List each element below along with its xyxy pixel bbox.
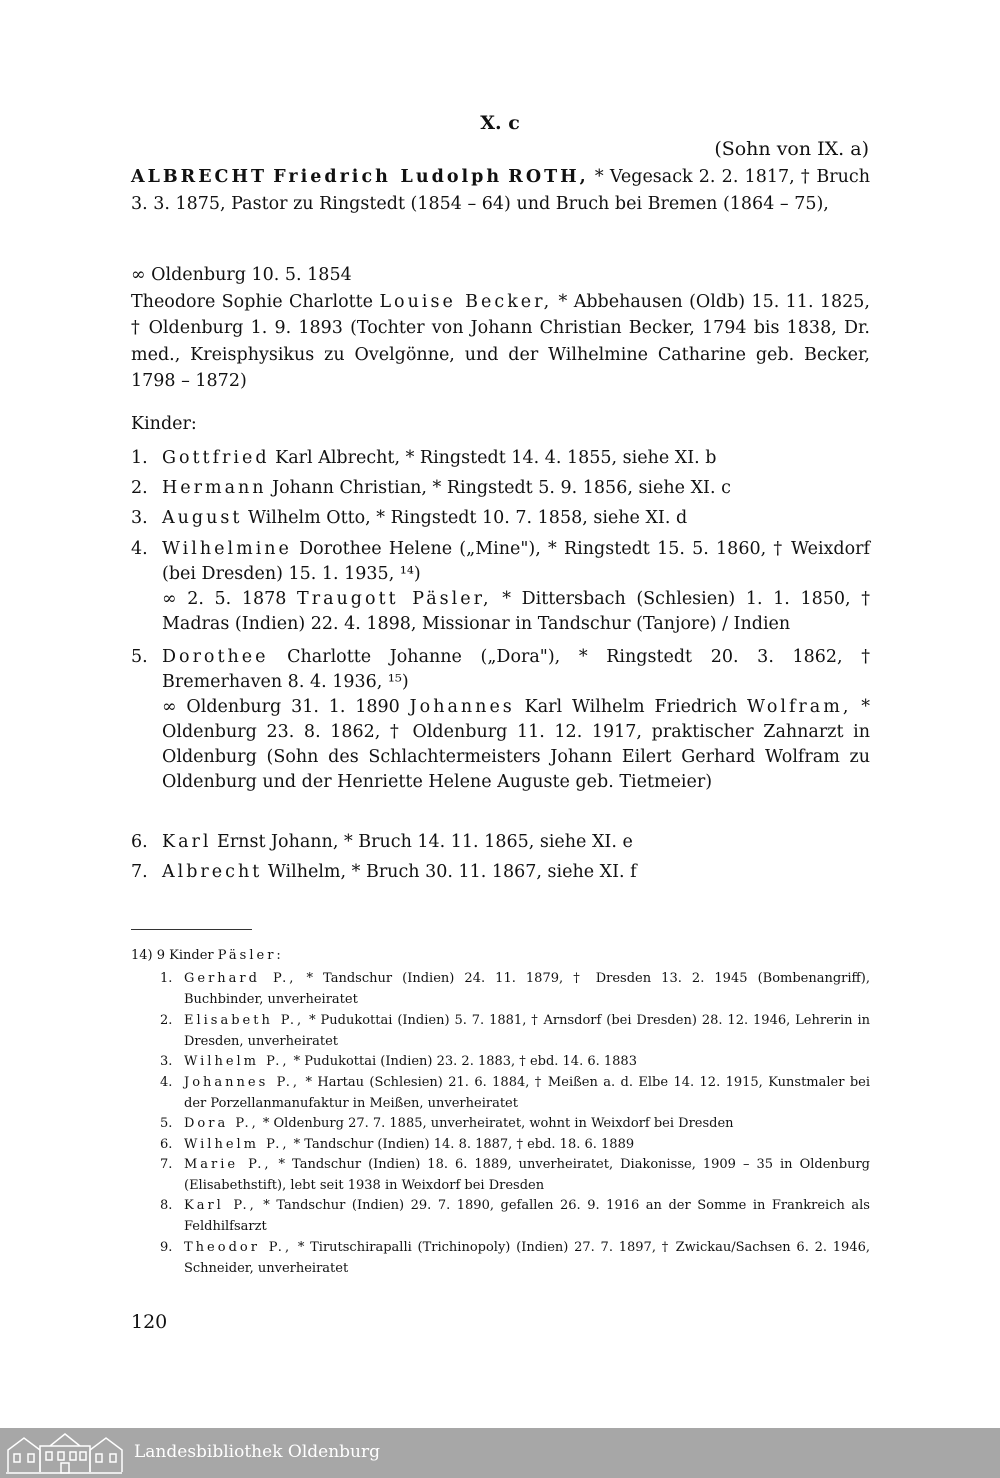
child-details: Wilhelm Otto, * Ringstedt 10. 7. 1858, siehe XI. d (242, 508, 688, 528)
main-person-middle-names: Friedrich Ludolph (273, 167, 503, 187)
child-name: Gottfried (162, 448, 270, 468)
spouse-name-spaced: Louise Becker, (379, 291, 553, 312)
spouse-info: * Abbehausen (Oldb) 15. 11. 1825, † Oldenburg 1. 9. 1893 (Tochter von Johann Christian Becker, 1794 bis 1838, Dr. med., Kreisphysikus zu Ovelgönne, und der Wilhelmine Catharine geb. Becker, 1798 – 1872) (131, 291, 870, 391)
footnote-item-number: 5. (160, 1116, 173, 1131)
child-entry (131, 476, 870, 501)
child-number: 4. (131, 539, 148, 559)
footnote-item (131, 1135, 870, 1156)
main-person-surname: ROTH, (508, 167, 589, 187)
footnote-item-number: 4. (160, 1075, 173, 1090)
footnote-item-number: 6. (160, 1137, 173, 1152)
marriage-date: ∞ Oldenburg 31. 1. 1890 (162, 697, 410, 717)
footnote-item-details: * Tirutschirapalli (Trichinopoly) (Indien) 27. 7. 1897, † Zwickau/Sachsen 6. 2. 1946, Schneider, unverheiratet (184, 1240, 870, 1276)
child-details: Dorothee Helene („Mine"), * Ringstedt 15. 5. 1860, † Weixdorf (bei Dresden) 15. 1. 1935, ¹⁴) (162, 539, 870, 584)
footnote-item-name: Wilhelm P., (184, 1137, 290, 1152)
footnote-item (131, 1196, 870, 1237)
main-person-details: * Vegesack 2. 2. 1817, † Bruch 3. 3. 1875, Pastor zu Ringstedt (1854 – 64) und Bruch bei Bremen (1864 – 75), (131, 167, 870, 214)
child-number: 7. (131, 862, 148, 882)
footnote-item-number: 3. (160, 1054, 173, 1069)
child-number: 5. (131, 647, 148, 667)
child-name: August (162, 508, 243, 528)
section-heading: X. c (480, 112, 520, 134)
main-person-first-name: ALBRECHT (131, 167, 268, 187)
spouse-middle-names: Karl Wilhelm Friedrich (514, 697, 748, 717)
footnote-item-name: Johannes P., (184, 1075, 301, 1090)
footnote-item-details: * Pudukottai (Indien) 23. 2. 1883, † ebd. 14. 6. 1883 (289, 1054, 637, 1069)
spouse-details: * Oldenburg 23. 8. 1862, † Oldenburg 11. 12. 1917, praktischer Zahnarzt in Oldenburg (Sohn des Schlachtermeisters Johann Eilert Gerhard Wolfram zu Oldenburg und der Henriette Helene Auguste geb. Tietmeier) (162, 697, 870, 792)
footnote-item-details: * Oldenburg 27. 7. 1885, unverheiratet, wohnt in Weixdorf bei Dresden (258, 1116, 734, 1131)
child-entry (131, 830, 870, 855)
child-entry (131, 645, 870, 795)
footnote-item-details: * Tandschur (Indien) 14. 8. 1887, † ebd. 18. 6. 1889 (289, 1137, 635, 1152)
child-details: Charlotte Johanne („Dora"), * Ringstedt 20. 3. 1862, † Bremerhaven 8. 4. 1936, ¹⁵) (162, 647, 870, 692)
library-banner (0, 1428, 1000, 1478)
footnote-item-name: Marie P., (184, 1157, 272, 1172)
spouse-name: Traugott Päsler, (297, 589, 492, 609)
footnote-surname: Päsler: (217, 948, 284, 963)
footnote-item (131, 1155, 870, 1196)
footnote-item-number: 7. (160, 1157, 173, 1172)
main-person-entry (131, 164, 870, 217)
footnote-item-name: Theodor P., (184, 1240, 293, 1255)
footnote-item-details: * Hartau (Schlesien) 21. 6. 1884, † Meißen a. d. Elbe 14. 12. 1915, Kunstmaler bei der Porzellanmanufaktur in Meißen, unverheiratet (184, 1075, 871, 1111)
child-name: Hermann (162, 478, 267, 498)
spouse-given-names: Theodore Sophie Charlotte (131, 291, 380, 312)
spouse-surname: Wolfram, (747, 697, 852, 717)
child-name: Wilhelmine (162, 539, 292, 559)
marriage-date-line: ∞ Oldenburg 10. 5. 1854 (131, 265, 352, 285)
footnote-item-name: Wilhelm P., (184, 1054, 290, 1069)
child-details: Karl Albrecht, * Ringstedt 14. 4. 1855, siehe XI. b (269, 448, 717, 468)
page-number: 120 (131, 1311, 168, 1333)
footnote-item-details: * Pudukottai (Indien) 5. 7. 1881, † Arnsdorf (bei Dresden) 28. 12. 1946, Lehrerin in Dresden, unverheiratet (184, 1013, 870, 1049)
child-number: 2. (131, 478, 148, 498)
footnote-item-details: * Tandschur (Indien) 24. 11. 1879, † Dresden 13. 2. 1945 (Bombenangriff), Buchbinder, unverheiratet (184, 971, 870, 1007)
footnote-item-details: * Tandschur (Indien) 29. 7. 1890, gefallen 26. 9. 1916 an der Somme in Frankreich als Feldhilfsarzt (184, 1198, 870, 1234)
child-name: Dorothee (162, 647, 269, 667)
marriage-entry (131, 262, 870, 395)
footnote-item (131, 1114, 870, 1135)
marriage-date: ∞ 2. 5. 1878 (162, 589, 298, 609)
footnote-item (131, 1052, 870, 1073)
footnote-item-name: Karl P., (184, 1198, 257, 1213)
child-number: 3. (131, 508, 148, 528)
child-name: Albrecht (162, 862, 263, 882)
child-details: Wilhelm, * Bruch 30. 11. 1867, siehe XI. f (262, 862, 637, 882)
parent-reference: (Sohn von IX. a) (714, 138, 869, 160)
footnote-item (131, 969, 870, 1010)
footnote-item-number: 1. (160, 971, 173, 986)
child-name: Karl (162, 832, 212, 852)
child-number: 1. (131, 448, 148, 468)
spouse-details (131, 289, 870, 395)
footnote-item (131, 1073, 870, 1114)
footnote-divider (131, 929, 252, 930)
footnote-item (131, 1238, 870, 1279)
child-entry (131, 506, 870, 531)
children-label: Kinder: (131, 414, 197, 434)
footnote-item-details: * Tandschur (Indien) 18. 6. 1889, unverheiratet, Diakonisse, 1909 – 35 in Oldenburg (Elisabethstift), lebt seit 1938 in Weixdorf bei Dresden (184, 1157, 871, 1193)
child-details: Johann Christian, * Ringstedt 5. 9. 1856, siehe XI. c (266, 478, 731, 498)
child-marriage (162, 587, 870, 637)
footnote-item-number: 8. (160, 1198, 173, 1213)
footnote-item-number: 2. (160, 1013, 173, 1028)
library-name: Landesbibliothek Oldenburg (134, 1442, 381, 1462)
child-details: Ernst Johann, * Bruch 14. 11. 1865, siehe XI. e (211, 832, 633, 852)
footnote-item-number: 9. (160, 1240, 173, 1255)
footnote-item-name: Elisabeth P., (184, 1013, 305, 1028)
footnote-item-name: Dora P., (184, 1116, 259, 1131)
child-entry (131, 860, 870, 885)
child-number: 6. (131, 832, 148, 852)
child-entry (131, 446, 870, 471)
library-building-icon (4, 1432, 124, 1474)
child-marriage (162, 695, 870, 795)
spouse-first-name: Johannes (409, 697, 515, 717)
spouse-details: * Dittersbach (Schlesien) 1. 1. 1850, † Madras (Indien) 22. 4. 1898, Missionar in Tandschur (Tanjore) / Indien (162, 589, 870, 634)
child-entry (131, 537, 870, 637)
footnote-number: 14) 9 Kinder (131, 948, 218, 963)
footnote-item-name: Gerhard P., (184, 971, 297, 986)
footnote-item (131, 1011, 870, 1052)
footnote-label (131, 948, 284, 963)
